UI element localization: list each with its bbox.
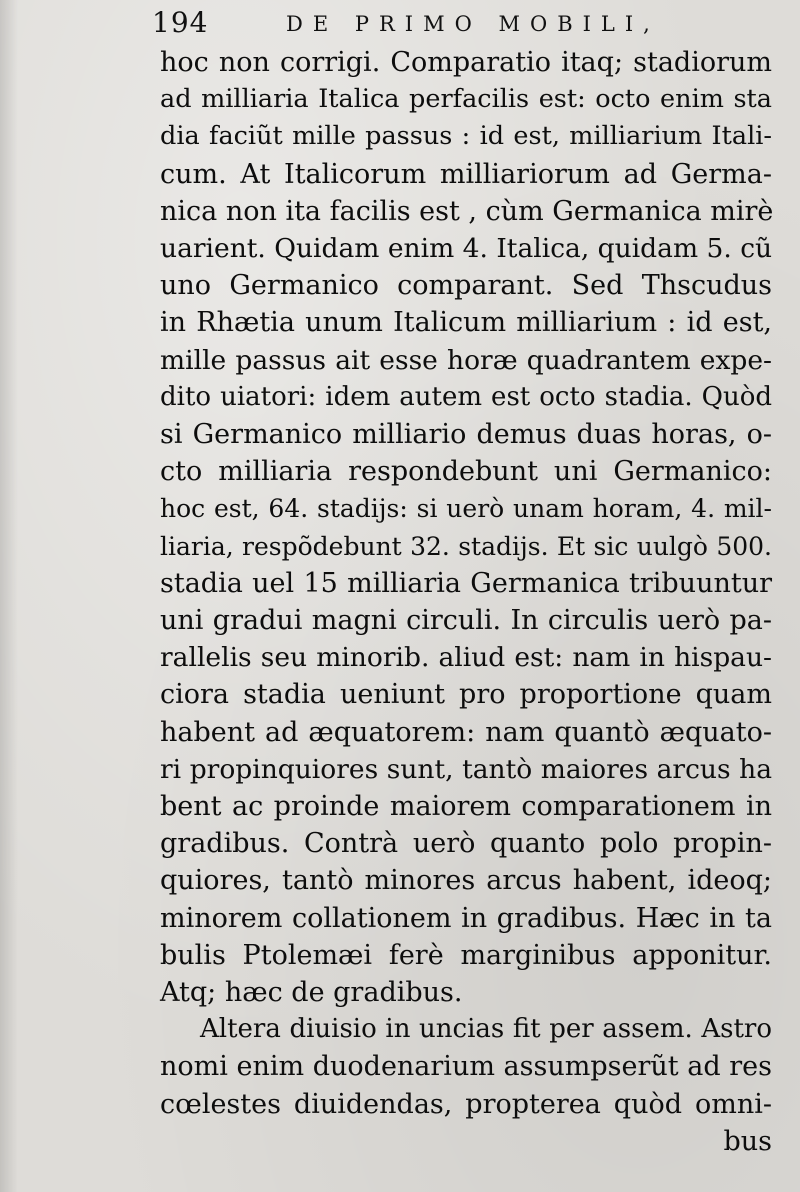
running-head: DE PRIMO MOBILI,: [286, 12, 660, 36]
text-line: dito uiatori: idem autem est octo stadia. Quòd: [160, 381, 772, 412]
text-line: cœlestes diuidendas, propterea quòd omni-: [160, 1088, 772, 1120]
text-line: mille passus ait esse horæ quadrantem expe-: [160, 344, 772, 376]
text-line: si Germanico milliario demus duas horas, o-: [160, 419, 772, 451]
text-line: dia faciũt mille passus : id est, milliarium Itali-: [160, 121, 772, 152]
text-line: in Rhætia unum Italicum milliarium : id est,: [160, 307, 772, 339]
paragraph-first-line: Altera diuisio in uncias fit per assem. Astro: [200, 1014, 772, 1045]
text-line: nomi enim duodenarium assumpserũt ad res: [160, 1051, 772, 1083]
page-gutter-shadow: [0, 0, 18, 1192]
text-line: bent ac proinde maiorem comparationem in: [160, 791, 772, 823]
body-text: [160, 44, 772, 1160]
text-line: cum. At Italicorum milliariorum ad Germa-: [160, 158, 772, 190]
text-line: liaria, respõdebunt 32. stadijs. Et sic uulgò 500.: [160, 531, 772, 561]
text-line: ad milliaria Italica perfacilis est: octo enim sta: [160, 84, 772, 115]
text-line: rallelis seu minorib. aliud est: nam in hispau-: [160, 642, 772, 674]
page-number: 194: [152, 6, 209, 39]
catchword: bus: [723, 1125, 772, 1157]
text-line: gradibus. Contrà uerò quanto polo propin-: [160, 828, 772, 860]
text-line: bulis Ptolemæi ferè marginibus apponitur.: [160, 939, 772, 971]
text-line: uno Germanico comparant. Sed Thscudus: [160, 270, 772, 302]
text-line: habent ad æquatorem: nam quantò æquato-: [160, 716, 772, 748]
text-line: stadia uel 15 milliaria Germanica tribuuntur: [160, 567, 772, 599]
text-line: nica non ita facilis est , cùm Germanica mirè: [160, 195, 774, 227]
text-line: ciora stadia ueniunt pro proportione quam: [160, 679, 772, 711]
text-line: Atq; hæc de gradibus.: [160, 977, 463, 1009]
page-header: [152, 6, 772, 42]
text-line: uni gradui magni circuli. In circulis uerò pa-: [160, 605, 772, 637]
text-line: ri propinquiores sunt, tantò maiores arcus ha: [160, 753, 772, 785]
text-line: uarient. Quidam enim 4. Italica, quidam 5. cũ: [160, 233, 773, 265]
text-line: hoc est, 64. stadijs: si uerò unam horam, 4. mil-: [160, 494, 772, 524]
text-line: quiores, tantò minores arcus habent, ideoq;: [160, 865, 772, 897]
text-line: cto milliaria respondebunt uni Germanico:: [160, 456, 772, 488]
text-line: minorem collationem in gradibus. Hæc in ta: [160, 902, 772, 934]
text-line: hoc non corrigi. Comparatio itaq; stadiorum: [160, 47, 772, 78]
